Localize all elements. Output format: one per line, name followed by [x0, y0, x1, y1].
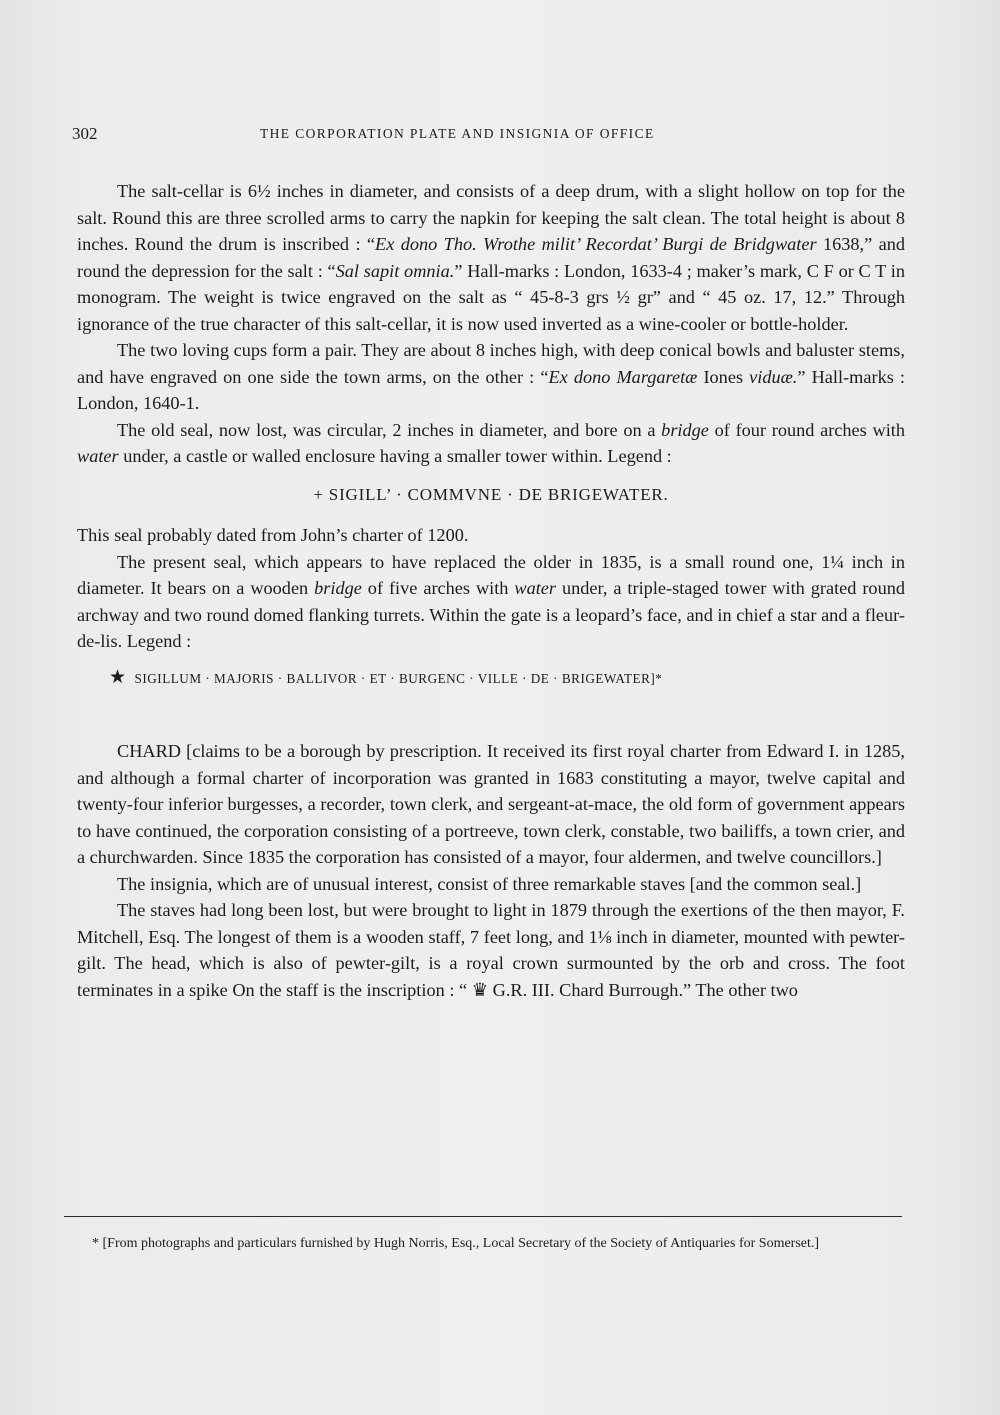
text-run: under, a castle or walled enclosure having a smaller tower within. Legend :: [118, 446, 672, 466]
text-run: of four round arches with: [708, 419, 905, 440]
text-run: under, a triple-staged tower with grated round archway and two round domed flanking turrets. Within the gate is a leopard’s face, and in chief a star and a fleur-de-lis. Legend :: [77, 578, 905, 651]
italic-word: bridge: [661, 419, 709, 440]
footnote-rule: [64, 1216, 902, 1217]
text-run: The two loving cups form a pair. They are about 8 inches high, with deep conical bowls and baluster stems, and have engraved on one side the town arms, on the other : “: [77, 340, 905, 387]
paragraph-present-seal: [77, 549, 905, 655]
italic-inscription: viduæ.: [749, 366, 798, 387]
running-head: THE CORPORATION PLATE AND INSIGNIA OF OFFICE: [260, 126, 655, 141]
page-header: [72, 124, 902, 148]
legend-text: SIGILLUM · MAJORIS · BALLIVOR · ET · BURGENC · VILLE · DE · BRIGEWATER]*: [134, 670, 663, 686]
paragraph-insignia: The insignia, which are of unusual interest, consist of three remarkable staves [and the common seal.]: [117, 873, 862, 894]
text-run: 1638,” and round the depression for the salt : “: [77, 234, 906, 281]
text-run: The salt-cellar is 6½ inches in diameter, and consists of a deep drum, with a slight hollow on top for the salt. Round this are three scrolled arms to carry the napkin for keeping the salt clean. The total height is about 8 inches. Round the drum is inscribed : “: [77, 181, 905, 254]
page-number: 302: [72, 124, 98, 143]
italic-inscription: Ex dono Tho. Wrothe milit’ Recordat’ Burgi de Bridgwater: [375, 234, 817, 254]
paragraph-loving-cups: [77, 337, 905, 417]
paragraph-old-seal: [77, 417, 905, 470]
text-run: ” Hall-marks : London, 1633-4 ; maker’s mark, C F or C T in monogram. The weight is twice engraved on the salt as “ 45-8-3 grs ½ gr” and “ 45 oz. 17, 12.” Through ignorance of the true character of this salt-cellar, it is now used inverted as a wine-cooler or bottle-holder.: [77, 260, 905, 334]
text-run: ” Hall-marks : London, 1640-1.: [77, 366, 905, 413]
body-text: [77, 178, 905, 1003]
italic-word: bridge: [314, 578, 362, 598]
paragraph-salt-cellar: [77, 178, 905, 337]
star-icon: ★: [109, 666, 127, 688]
paragraph-chard: CHARD [claims to be a borough by prescription. It received its first royal charter from Edward I. in 1285, and although a formal charter of incorporation was granted in 1683 constituting a mayor, twelve capital and twenty-four inferior burgesses, a recorder, town clerk, and sergeant-at-mace, the old form of government appears to have continued, the corporation consisting of a portreeve, town clerk, constable, two bailiffs, a town crier, and a churchwarden. Since 1835 the corporation has consisted of a mayor, four aldermen, and twelve councillors.]: [77, 741, 905, 867]
section-gap: [77, 692, 905, 738]
present-seal-legend: [109, 665, 905, 693]
italic-inscription: Ex dono Margaretæ: [548, 366, 698, 387]
paragraph-staves: The staves had long been lost, but were brought to light in 1879 through the exertions of the then mayor, F. Mitchell, Esq. The longest of them is a wooden staff, 7 feet long, and 1⅛ inch in diameter, mounted with pewter-gilt. The head, which is also of pewter-gilt, is a royal crown surmounted by the orb and cross. The foot terminates in a spike On the staff is the inscription : “ ♛ G.R. III. Chard Burrough.” The other two: [77, 900, 905, 1000]
text-run: Iones: [697, 366, 750, 387]
text-run: The old seal, now lost, was circular, 2 inches in diameter, and bore on a: [117, 419, 662, 440]
footnote: * [From photographs and particulars furnished by Hugh Norris, Esq., Local Secretary of the Society of Antiquaries for Somerset.]: [92, 1236, 820, 1251]
italic-word: water: [77, 446, 119, 466]
text-run: The present seal, which appears to have replaced the older in 1835, is a small round one, 1¼ inch in diameter. It bears on a wooden: [77, 551, 905, 598]
text-run: of five arches with: [361, 578, 515, 598]
old-seal-legend: + SIGILL’ · COMMVNE · DE BRIGEWATER.: [313, 484, 669, 504]
paragraph-seal-date: This seal probably dated from John’s charter of 1200.: [77, 525, 469, 545]
italic-word: water: [514, 578, 557, 598]
italic-inscription: Sal sapit omnia.: [335, 260, 455, 281]
